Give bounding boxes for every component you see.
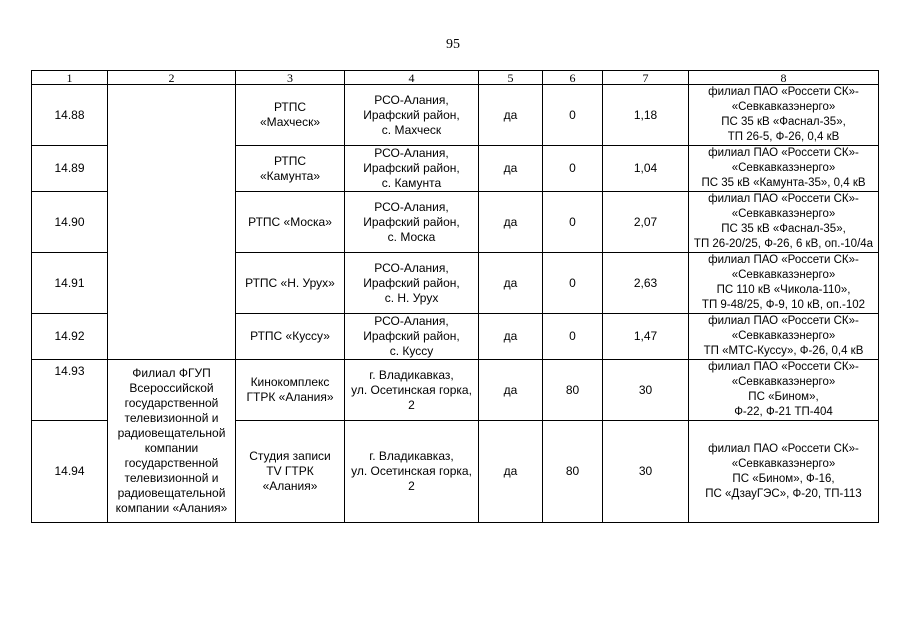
object-name: РТПС «Н. Урух» — [236, 253, 345, 314]
column-header: 8 — [689, 71, 879, 85]
cell-col6: 80 — [543, 421, 603, 523]
power-supply: филиал ПАО «Россети СК»- «Севкавказэнерго» ТП «МТС-Куссу», Ф-26, 0,4 кВ — [689, 314, 879, 360]
object-location: г. Владикавказ, ул. Осетинская горка, 2 — [345, 421, 479, 523]
cell-col6: 0 — [543, 314, 603, 360]
object-location: РСО-Алания, Ирафский район, с. Махческ — [345, 85, 479, 146]
object-name: РТПС «Куссу» — [236, 314, 345, 360]
power-supply: филиал ПАО «Россети СК»- «Севкавказэнерго» ПС «Бином», Ф-16, ПС «ДзауГЭС», Ф-20, ТП-113 — [689, 421, 879, 523]
table-row — [32, 360, 879, 421]
column-header: 3 — [236, 71, 345, 85]
column-header: 4 — [345, 71, 479, 85]
owner-organization: Филиал ФГУП Всероссийской государственной телевизионной и радиовещательной компании государственной телевизионной и радиовещательной компании «Алания» — [108, 360, 236, 523]
object-location: РСО-Алания, Ирафский район, с. Куссу — [345, 314, 479, 360]
cell-col7: 1,04 — [603, 146, 689, 192]
power-supply: филиал ПАО «Россети СК»- «Севкавказэнерго» ПС 35 кВ «Фаснал-35», ТП 26-20/25, Ф-26, 6 кВ, оп.-10/4а — [689, 192, 879, 253]
object-location: РСО-Алания, Ирафский район, с. Моска — [345, 192, 479, 253]
cell-col5: да — [479, 192, 543, 253]
column-header: 1 — [32, 71, 108, 85]
cell-col7: 1,18 — [603, 85, 689, 146]
object-name: РТПС «Камунта» — [236, 146, 345, 192]
object-location: РСО-Алания, Ирафский район, с. Н. Урух — [345, 253, 479, 314]
object-location: РСО-Алания, Ирафский район, с. Камунта — [345, 146, 479, 192]
cell-col6: 0 — [543, 146, 603, 192]
cell-col6: 0 — [543, 85, 603, 146]
object-name: РТПС «Моска» — [236, 192, 345, 253]
cell-col5: да — [479, 146, 543, 192]
column-header: 6 — [543, 71, 603, 85]
table-row — [32, 85, 879, 146]
cell-col5: да — [479, 421, 543, 523]
cell-col5: да — [479, 314, 543, 360]
row-number: 14.93 — [32, 360, 108, 421]
power-supply: филиал ПАО «Россети СК»- «Севкавказэнерго» ПС 35 кВ «Фаснал-35», ТП 26-5, Ф-26, 0,4 кВ — [689, 85, 879, 146]
data-table — [31, 70, 879, 523]
power-supply: филиал ПАО «Россети СК»- «Севкавказэнерго» ПС «Бином», Ф-22, Ф-21 ТП-404 — [689, 360, 879, 421]
cell-col5: да — [479, 253, 543, 314]
row-number: 14.91 — [32, 253, 108, 314]
object-name: РТПС «Махческ» — [236, 85, 345, 146]
object-name: Студия записи TV ГТРК «Алания» — [236, 421, 345, 523]
cell-col7: 2,07 — [603, 192, 689, 253]
row-number: 14.94 — [32, 421, 108, 523]
power-supply: филиал ПАО «Россети СК»- «Севкавказэнерго» ПС 110 кВ «Чикола-110», ТП 9-48/25, Ф-9, 10 кВ, оп.-102 — [689, 253, 879, 314]
column-header: 5 — [479, 71, 543, 85]
cell-col6: 80 — [543, 360, 603, 421]
cell-col5: да — [479, 360, 543, 421]
header-row — [32, 71, 879, 85]
row-number: 14.88 — [32, 85, 108, 146]
cell-col5: да — [479, 85, 543, 146]
row-number: 14.89 — [32, 146, 108, 192]
cell-col7: 2,63 — [603, 253, 689, 314]
row-number: 14.92 — [32, 314, 108, 360]
power-supply: филиал ПАО «Россети СК»- «Севкавказэнерго» ПС 35 кВ «Камунта-35», 0,4 кВ — [689, 146, 879, 192]
cell-col7: 30 — [603, 421, 689, 523]
object-name: Кинокомплекс ГТРК «Алания» — [236, 360, 345, 421]
column-header: 2 — [108, 71, 236, 85]
object-location: г. Владикавказ, ул. Осетинская горка, 2 — [345, 360, 479, 421]
cell-col6: 0 — [543, 253, 603, 314]
cell-col7: 1,47 — [603, 314, 689, 360]
page-number: 95 — [446, 37, 460, 52]
cell-col6: 0 — [543, 192, 603, 253]
column-header: 7 — [603, 71, 689, 85]
cell-col7: 30 — [603, 360, 689, 421]
row-number: 14.90 — [32, 192, 108, 253]
empty-owner-cell — [108, 85, 236, 360]
